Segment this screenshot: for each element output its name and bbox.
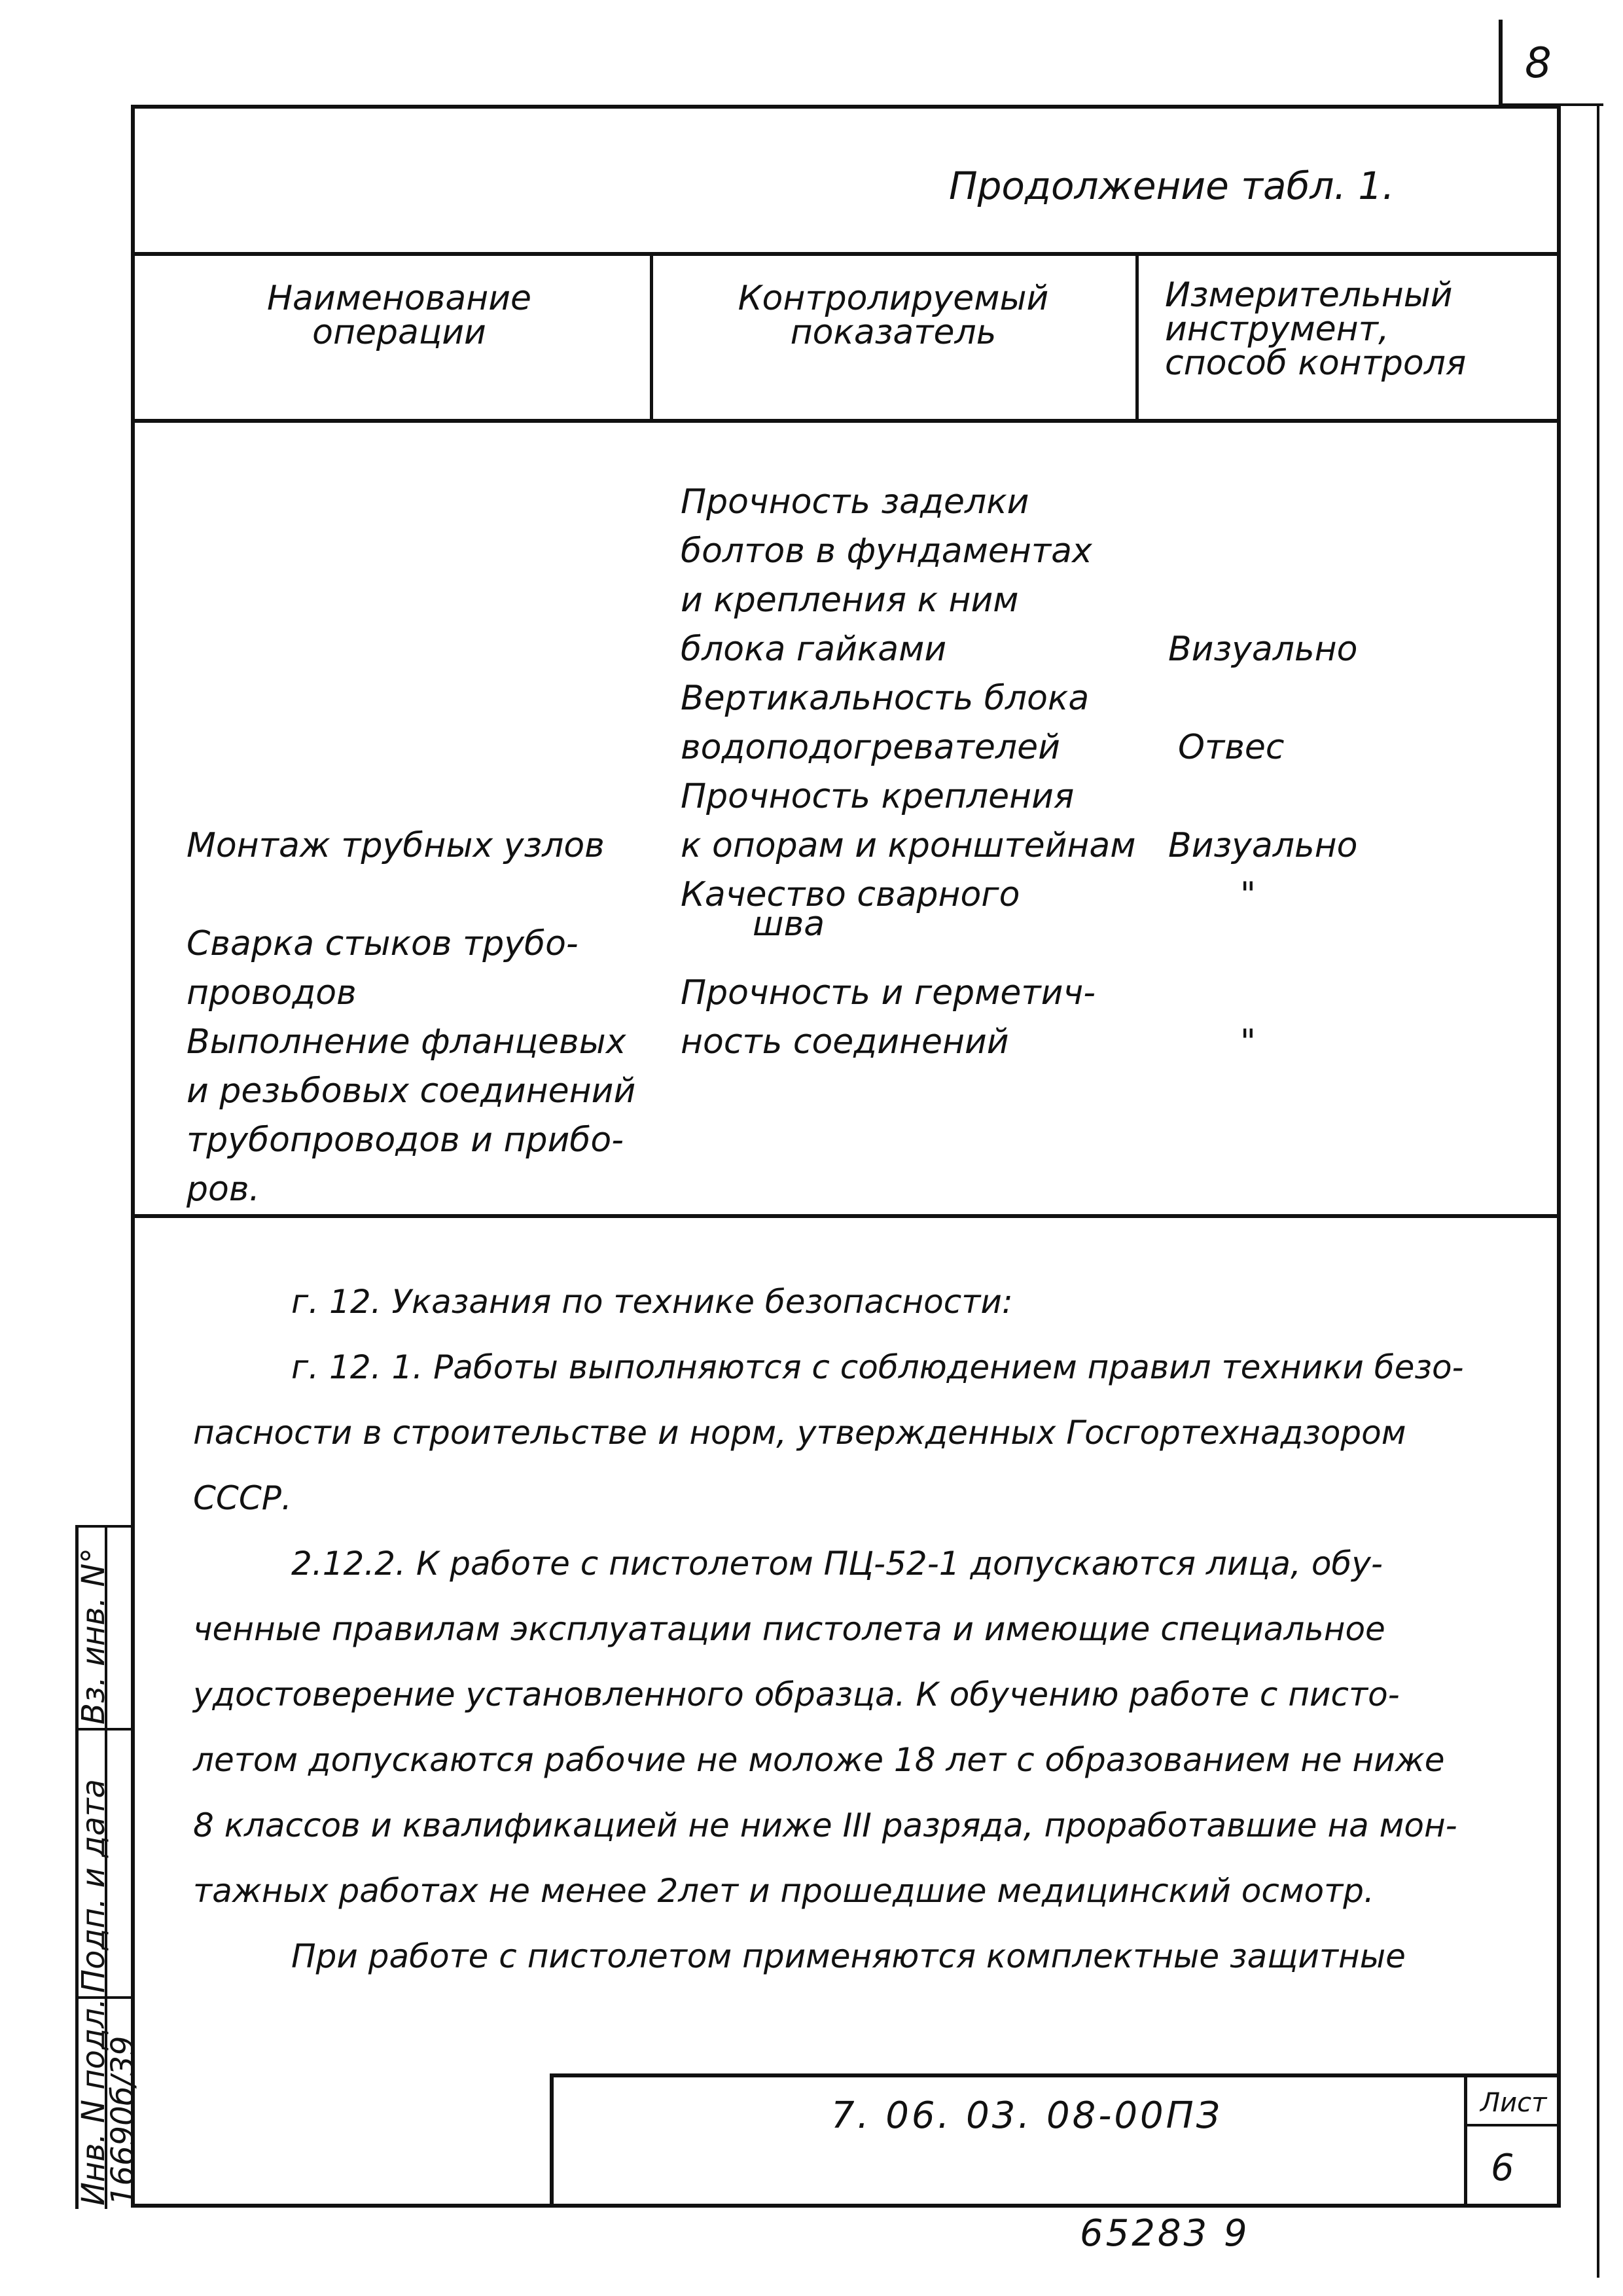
body-line: тажных работах не менее 2лет и прошедшие медицинский осмотр. <box>193 1872 1374 1910</box>
sheet-label: Лист <box>1480 2088 1547 2118</box>
header-instrument-line-2: инструмент, <box>1165 310 1389 349</box>
body-line: 2.12.2. К работе с пистолетом ПЦ-52-1 допускаются лица, обу- <box>291 1545 1383 1583</box>
table-cell-col2: и крепления к ним <box>681 581 1019 620</box>
header-operation-line-2: операции <box>312 313 486 352</box>
document-code: 7. 06. 03. 08-00ПЗ <box>831 2094 1222 2137</box>
table-cell-col2: Прочность и герметич- <box>681 973 1096 1013</box>
body-line: г. 12. 1. Работы выполняются с соблюдением правил техники безо- <box>291 1348 1464 1386</box>
table-cell-col1: проводов <box>187 973 357 1013</box>
table-col-divider-1 <box>650 252 653 421</box>
side-label-inv-replaced: Вз. инв. N° <box>75 1547 112 1725</box>
header-indicator-line-2: показатель <box>790 313 997 352</box>
table-cell-col1: и резьбовых соединений <box>187 1071 636 1111</box>
table-cell-col1: трубопроводов и прибо- <box>187 1121 624 1160</box>
table-cell-col1: ров. <box>187 1170 260 1209</box>
table-cell-col2: болтов в фундаментах <box>681 531 1092 571</box>
table-col-divider-2 <box>1135 252 1139 421</box>
body-line: летом допускаются рабочие не моложе 18 лет с образованием не ниже <box>193 1741 1445 1779</box>
table-cell-col2: ность соединений <box>681 1022 1009 1062</box>
header-operation-line-1: Наименование <box>266 279 532 318</box>
table-header-divider <box>131 419 1561 423</box>
body-line: 8 классов и квалификацией не ниже III разряда, проработавшие на мон- <box>193 1806 1457 1844</box>
table-cell-col3: Визуально <box>1168 826 1358 865</box>
table-cell-col3: " <box>1240 875 1256 914</box>
table-cell-col3: Визуально <box>1168 630 1358 669</box>
body-line: СССР. <box>193 1479 292 1517</box>
table-cell-col1: Сварка стыков трубо- <box>187 924 579 963</box>
table-cell-col3: " <box>1240 1022 1256 1062</box>
sheet-number: 6 <box>1491 2147 1514 2189</box>
side-stamp-top <box>75 1525 133 1528</box>
table-cell-col1: Выполнение фланцевых <box>187 1022 626 1062</box>
header-instrument-line-3: способ контроля <box>1165 344 1467 383</box>
table-cell-col2: Прочность заделки <box>681 482 1029 522</box>
stamp-left-border <box>550 2073 554 2208</box>
body-line: удостоверение установленного образца. К обучению работе с писто- <box>193 1676 1400 1713</box>
stamp-top-border <box>550 2073 1561 2077</box>
table-top-border <box>131 252 1561 256</box>
body-line: При работе с пистолетом применяются комплектные защитные <box>291 1937 1406 1975</box>
body-line: г. 12. Указания по технике безопасности: <box>291 1283 1013 1321</box>
bottom-code: 65283 9 <box>1080 2212 1250 2255</box>
body-line: ченные правилам эксплуатации пистолета и имеющие специальное <box>193 1610 1385 1648</box>
page-number: 8 <box>1525 39 1552 88</box>
side-stamp-divider-1 <box>75 1728 133 1731</box>
table-cell-col2: Прочность крепления <box>681 777 1075 816</box>
side-label-inv-original: Инв. N подл. <box>75 1998 112 2206</box>
header-instrument <box>1165 276 1531 383</box>
table-cell-col2: Вертикальность блока <box>681 679 1090 718</box>
side-label-signature-date: Подп. и дата <box>75 1779 112 1993</box>
table-cell-col2: блока гайками <box>681 630 947 669</box>
stamp-sheet-divider <box>1464 2073 1467 2208</box>
side-inv-number: 16690б/39 <box>105 2036 141 2206</box>
header-indicator-line-1: Контролируемый <box>738 279 1049 318</box>
body-line: пасности в строительстве и норм, утвержденных Госгортехнадзором <box>193 1414 1406 1452</box>
table-cell-col1: Монтаж трубных узлов <box>187 826 605 865</box>
table-cell-col2: водоподогревателей <box>681 728 1060 767</box>
table-cell-col3: Отвес <box>1178 728 1285 767</box>
stamp-sheet-label-divider <box>1464 2124 1561 2126</box>
table-cell-col2: шва <box>753 905 825 944</box>
table-bottom-border <box>131 1214 1561 1218</box>
continuation-title: Продолжение табл. 1. <box>949 164 1395 208</box>
table-cell-col2: Качество сварного <box>681 875 1020 914</box>
header-indicator <box>654 281 1132 350</box>
header-operation <box>164 281 635 350</box>
table-cell-col2: к опорам и кронштейнам <box>681 826 1136 865</box>
header-instrument-line-1: Измерительный <box>1165 276 1453 315</box>
